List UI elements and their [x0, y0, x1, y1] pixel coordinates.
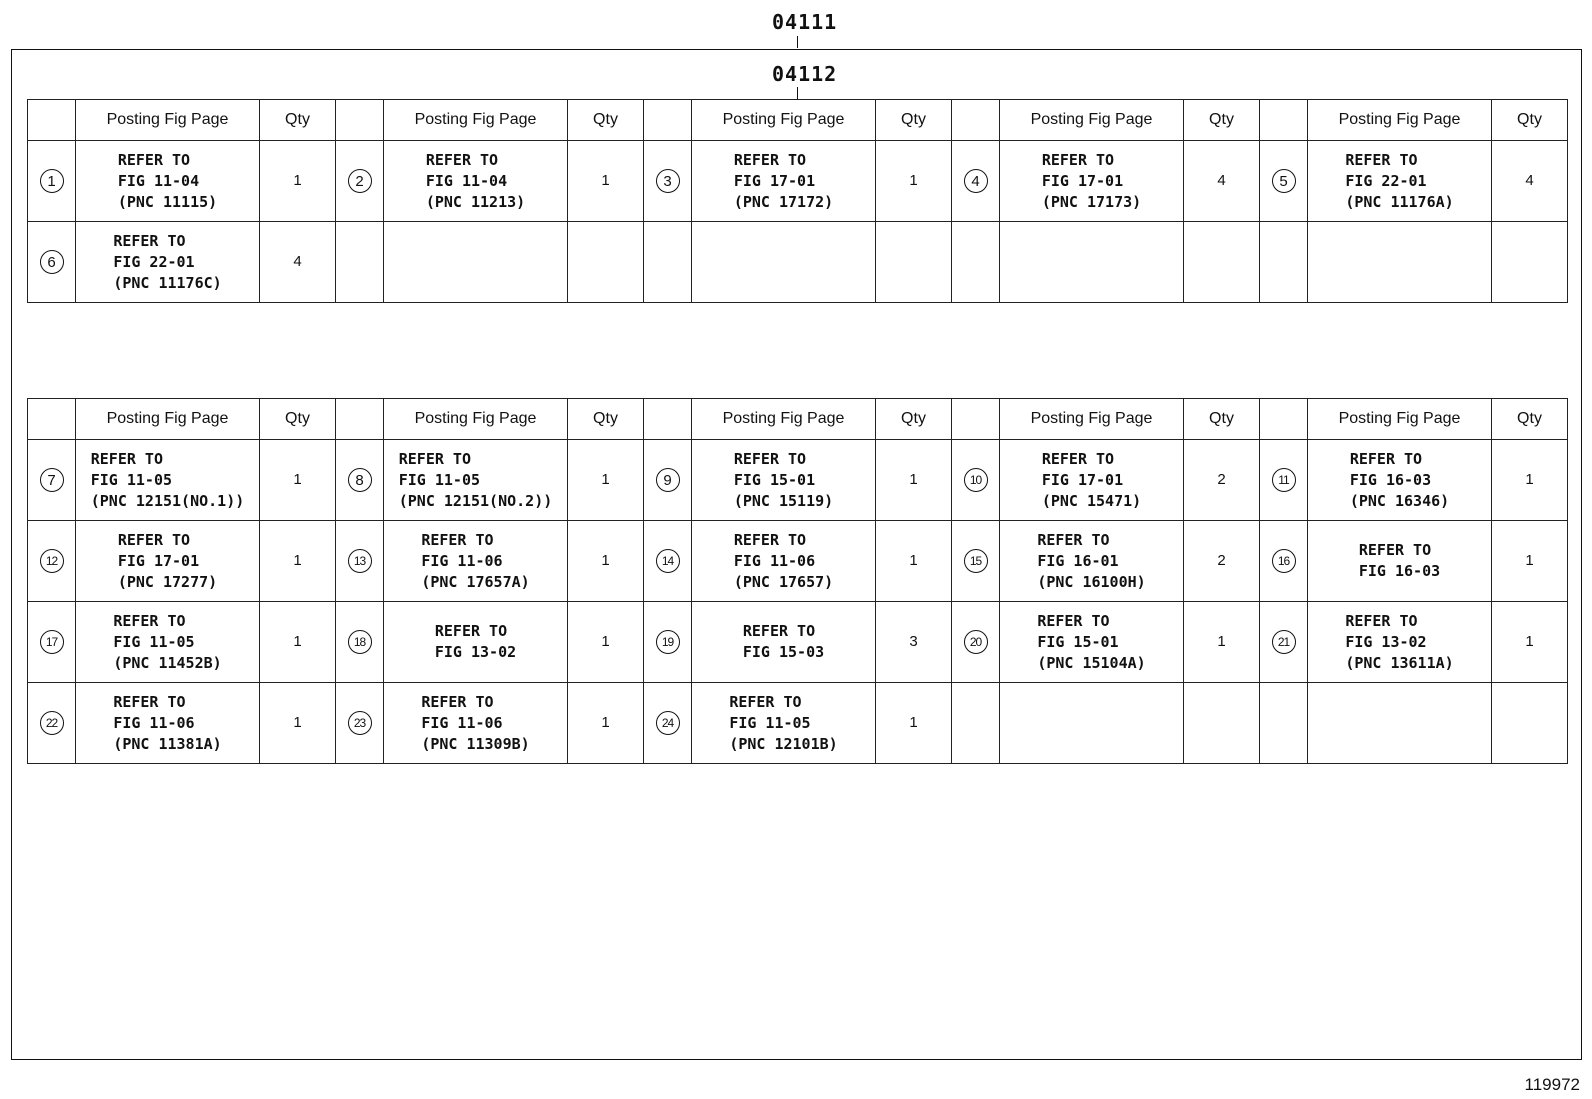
qty-value: 1 — [293, 172, 302, 189]
posting-fig-page-cell — [1308, 602, 1492, 683]
qty-value: 1 — [293, 633, 302, 650]
qty-cell — [568, 683, 644, 764]
reference-line: (PNC 16100H) — [1037, 572, 1146, 591]
qty-cell — [1184, 141, 1260, 222]
reference-line: REFER TO — [421, 692, 494, 711]
reference-text — [1359, 540, 1440, 582]
qty-cell — [876, 602, 952, 683]
circled-number-callout: 23 — [348, 711, 372, 735]
header-posting-fig-page: Posting Fig Page — [1000, 399, 1184, 440]
qty-value: 1 — [1217, 633, 1226, 650]
posting-fig-page-cell — [1000, 602, 1184, 683]
reference-line: FIG 13-02 — [434, 643, 517, 661]
reference-text — [435, 621, 516, 663]
reference-line: REFER TO — [1358, 541, 1432, 559]
reference-text — [1345, 150, 1453, 213]
reference-text — [1042, 449, 1141, 512]
qty-cell — [568, 222, 644, 303]
reference-line: REFER TO — [434, 622, 508, 640]
reference-line: FIG 11-05 — [729, 713, 811, 732]
reference-text — [1350, 449, 1449, 512]
reference-line: (PNC 11176A) — [1345, 192, 1454, 211]
reference-line: (PNC 11452B) — [113, 653, 222, 672]
posting-fig-page-cell — [1000, 521, 1184, 602]
header-number-cell — [28, 100, 76, 141]
reference-line: FIG 11-04 — [425, 171, 508, 190]
header-number-cell — [336, 399, 384, 440]
qty-cell — [1184, 521, 1260, 602]
reference-line: REFER TO — [113, 692, 186, 711]
reference-line: REFER TO — [1345, 150, 1418, 169]
circled-number-callout: 19 — [656, 630, 680, 654]
reference-line: FIG 16-03 — [1349, 470, 1432, 489]
reference-line: FIG 15-03 — [742, 643, 825, 661]
circled-number-callout: 7 — [40, 468, 64, 492]
qty-value: 3 — [909, 633, 918, 650]
item-number-cell — [644, 521, 692, 602]
table-header-row — [28, 100, 1568, 141]
qty-value: 1 — [601, 172, 610, 189]
item-number-cell — [1260, 222, 1308, 303]
reference-line: REFER TO — [733, 449, 807, 468]
qty-cell — [1184, 602, 1260, 683]
circled-number-callout: 22 — [40, 711, 64, 735]
reference-line: REFER TO — [90, 449, 163, 468]
header-qty: Qty — [568, 399, 644, 440]
reference-line: (PNC 15119) — [733, 491, 834, 510]
item-number-cell — [952, 440, 1000, 521]
item-number-cell — [28, 222, 76, 303]
reference-line: REFER TO — [733, 530, 807, 549]
reference-line: REFER TO — [421, 530, 494, 549]
leader-line-sub — [797, 87, 798, 99]
reference-text — [118, 530, 217, 593]
posting-fig-page-cell — [384, 440, 568, 521]
header-number-cell — [336, 100, 384, 141]
header-number-cell — [28, 399, 76, 440]
parts-reference-table-1 — [27, 99, 1568, 303]
reference-line: REFER TO — [117, 530, 191, 549]
circled-number-callout: 21 — [1272, 630, 1296, 654]
reference-line: FIG 17-01 — [1041, 470, 1124, 489]
item-number-cell — [336, 141, 384, 222]
reference-line: FIG 11-05 — [90, 470, 173, 489]
item-number-cell — [336, 440, 384, 521]
header-qty: Qty — [568, 100, 644, 141]
reference-line: REFER TO — [1041, 449, 1115, 468]
item-number-cell — [952, 222, 1000, 303]
header-posting-fig-page: Posting Fig Page — [692, 100, 876, 141]
qty-cell — [568, 602, 644, 683]
header-number-cell — [644, 399, 692, 440]
posting-fig-page-cell — [692, 683, 876, 764]
table-row — [28, 602, 1568, 683]
reference-line: FIG 13-02 — [1345, 632, 1427, 651]
reference-line: (PNC 17657A) — [421, 572, 530, 591]
reference-line: (PNC 17173) — [1041, 192, 1142, 211]
reference-line: REFER TO — [733, 150, 807, 169]
qty-value: 1 — [909, 552, 918, 569]
header-posting-fig-page: Posting Fig Page — [384, 399, 568, 440]
posting-fig-page-cell — [1308, 222, 1492, 303]
circled-number-callout: 15 — [964, 549, 988, 573]
qty-cell — [260, 602, 336, 683]
reference-line: REFER TO — [1041, 150, 1115, 169]
reference-text — [399, 449, 553, 512]
posting-fig-page-cell — [384, 602, 568, 683]
item-number-cell — [644, 222, 692, 303]
circled-number-callout: 18 — [348, 630, 372, 654]
reference-text — [1345, 611, 1453, 674]
posting-fig-page-cell — [76, 440, 260, 521]
item-number-cell — [644, 683, 692, 764]
qty-cell — [260, 141, 336, 222]
reference-line: (PNC 11381A) — [113, 734, 222, 753]
qty-cell — [260, 222, 336, 303]
qty-value: 2 — [1217, 471, 1226, 488]
reference-line: REFER TO — [113, 231, 186, 250]
assembly-label-04112: 04112 — [772, 62, 838, 86]
reference-text — [421, 530, 529, 593]
header-qty: Qty — [1492, 100, 1568, 141]
qty-value: 1 — [1525, 633, 1534, 650]
reference-line: REFER TO — [742, 622, 816, 640]
reference-line: (PNC 13611A) — [1345, 653, 1454, 672]
qty-value: 1 — [1525, 471, 1534, 488]
reference-text — [1037, 530, 1145, 593]
qty-value: 1 — [601, 633, 610, 650]
qty-value: 1 — [601, 714, 610, 731]
reference-line: FIG 22-01 — [1345, 171, 1427, 190]
qty-cell — [1492, 440, 1568, 521]
reference-line: REFER TO — [425, 150, 499, 169]
qty-value: 1 — [909, 714, 918, 731]
circled-number-callout: 14 — [656, 549, 680, 573]
item-number-cell — [644, 602, 692, 683]
qty-cell — [1492, 683, 1568, 764]
reference-text — [1037, 611, 1145, 674]
qty-cell — [260, 440, 336, 521]
reference-text — [421, 692, 529, 755]
reference-line: FIG 11-05 — [113, 632, 195, 651]
item-number-cell — [1260, 521, 1308, 602]
reference-text — [743, 621, 824, 663]
qty-cell — [1492, 222, 1568, 303]
qty-value: 1 — [293, 471, 302, 488]
header-posting-fig-page: Posting Fig Page — [1000, 100, 1184, 141]
reference-line: REFER TO — [729, 692, 802, 711]
item-number-cell — [28, 521, 76, 602]
circled-number-callout: 10 — [964, 468, 988, 492]
posting-fig-page-cell — [384, 141, 568, 222]
reference-text — [734, 150, 833, 213]
parts-reference-table-2 — [27, 398, 1568, 764]
item-number-cell — [336, 222, 384, 303]
qty-cell — [568, 440, 644, 521]
posting-fig-page-cell — [76, 602, 260, 683]
reference-line: (PNC 12151(NO.2)) — [398, 491, 553, 510]
header-qty: Qty — [1184, 100, 1260, 141]
qty-cell — [260, 683, 336, 764]
posting-fig-page-cell — [1308, 683, 1492, 764]
reference-text — [113, 611, 221, 674]
qty-value: 1 — [601, 552, 610, 569]
circled-number-callout: 17 — [40, 630, 64, 654]
header-qty: Qty — [260, 100, 336, 141]
reference-line: (PNC 11115) — [117, 192, 218, 211]
reference-line: REFER TO — [1037, 611, 1110, 630]
posting-fig-page-cell — [384, 683, 568, 764]
qty-value: 1 — [1525, 552, 1534, 569]
circled-number-callout: 6 — [40, 250, 64, 274]
posting-fig-page-cell — [1000, 222, 1184, 303]
reference-line: (PNC 11309B) — [421, 734, 530, 753]
posting-fig-page-cell — [76, 521, 260, 602]
posting-fig-page-cell — [384, 521, 568, 602]
header-number-cell — [952, 100, 1000, 141]
qty-value: 1 — [293, 714, 302, 731]
reference-text — [113, 692, 221, 755]
qty-cell — [568, 141, 644, 222]
item-number-cell — [1260, 602, 1308, 683]
header-posting-fig-page: Posting Fig Page — [76, 399, 260, 440]
table-row — [28, 222, 1568, 303]
posting-fig-page-cell — [1000, 141, 1184, 222]
circled-number-callout: 24 — [656, 711, 680, 735]
posting-fig-page-cell — [1000, 440, 1184, 521]
circled-number-callout: 8 — [348, 468, 372, 492]
qty-value: 4 — [1217, 172, 1226, 189]
circled-number-callout: 9 — [656, 468, 680, 492]
header-posting-fig-page: Posting Fig Page — [692, 399, 876, 440]
posting-fig-page-cell — [76, 141, 260, 222]
reference-line: FIG 11-06 — [421, 713, 503, 732]
qty-cell — [1184, 222, 1260, 303]
header-posting-fig-page: Posting Fig Page — [1308, 399, 1492, 440]
qty-value: 1 — [601, 471, 610, 488]
item-number-cell — [28, 683, 76, 764]
illustration-number: 119972 — [1524, 1075, 1580, 1094]
item-number-cell — [644, 141, 692, 222]
reference-line: REFER TO — [117, 150, 191, 169]
header-posting-fig-page: Posting Fig Page — [76, 100, 260, 141]
reference-line: FIG 15-01 — [1037, 632, 1119, 651]
header-number-cell — [952, 399, 1000, 440]
qty-cell — [1492, 602, 1568, 683]
reference-text — [729, 692, 837, 755]
header-number-cell — [644, 100, 692, 141]
circled-number-callout: 4 — [964, 169, 988, 193]
reference-line: REFER TO — [1349, 449, 1423, 468]
reference-line: FIG 16-03 — [1358, 562, 1441, 580]
header-qty: Qty — [876, 100, 952, 141]
header-number-cell — [1260, 399, 1308, 440]
circled-number-callout: 1 — [40, 169, 64, 193]
item-number-cell — [336, 521, 384, 602]
qty-cell — [1492, 141, 1568, 222]
item-number-cell — [1260, 141, 1308, 222]
item-number-cell — [952, 141, 1000, 222]
header-posting-fig-page: Posting Fig Page — [384, 100, 568, 141]
qty-value: 2 — [1217, 552, 1226, 569]
circled-number-callout: 16 — [1272, 549, 1296, 573]
reference-line: FIG 22-01 — [113, 252, 195, 271]
header-qty: Qty — [876, 399, 952, 440]
qty-cell — [260, 521, 336, 602]
table-row — [28, 683, 1568, 764]
header-posting-fig-page: Posting Fig Page — [1308, 100, 1492, 141]
circled-number-callout: 3 — [656, 169, 680, 193]
qty-cell — [876, 141, 952, 222]
item-number-cell — [644, 440, 692, 521]
circled-number-callout: 11 — [1272, 468, 1296, 492]
reference-text — [426, 150, 525, 213]
posting-fig-page-cell — [1308, 521, 1492, 602]
reference-text — [91, 449, 245, 512]
circled-number-callout: 12 — [40, 549, 64, 573]
item-number-cell — [336, 683, 384, 764]
posting-fig-page-cell — [1308, 440, 1492, 521]
item-number-cell — [28, 141, 76, 222]
qty-cell — [1184, 683, 1260, 764]
posting-fig-page-cell — [692, 440, 876, 521]
reference-line: FIG 17-01 — [117, 551, 200, 570]
header-number-cell — [1260, 100, 1308, 141]
reference-line: (PNC 12151(NO.1)) — [90, 491, 245, 510]
reference-line: (PNC 17657) — [733, 572, 834, 591]
table-header-row — [28, 399, 1568, 440]
item-number-cell — [28, 440, 76, 521]
reference-line: (PNC 15471) — [1041, 491, 1142, 510]
qty-cell — [1492, 521, 1568, 602]
table-row — [28, 440, 1568, 521]
qty-cell — [876, 521, 952, 602]
reference-line: FIG 17-01 — [733, 171, 816, 190]
posting-fig-page-cell — [692, 222, 876, 303]
reference-line: (PNC 15104A) — [1037, 653, 1146, 672]
reference-line: FIG 11-04 — [117, 171, 200, 190]
item-number-cell — [952, 521, 1000, 602]
qty-cell — [876, 222, 952, 303]
reference-line: FIG 11-06 — [113, 713, 195, 732]
qty-cell — [876, 440, 952, 521]
table-row — [28, 521, 1568, 602]
header-qty: Qty — [1184, 399, 1260, 440]
qty-value: 1 — [293, 552, 302, 569]
reference-line: (PNC 17277) — [117, 572, 218, 591]
reference-line: (PNC 11176C) — [113, 273, 222, 292]
item-number-cell — [1260, 440, 1308, 521]
circled-number-callout: 13 — [348, 549, 372, 573]
reference-line: REFER TO — [1345, 611, 1418, 630]
qty-cell — [876, 683, 952, 764]
reference-text — [734, 530, 833, 593]
qty-value: 1 — [909, 172, 918, 189]
item-number-cell — [952, 683, 1000, 764]
reference-text — [118, 150, 217, 213]
item-number-cell — [1260, 683, 1308, 764]
reference-text — [734, 449, 833, 512]
posting-fig-page-cell — [1308, 141, 1492, 222]
reference-line: FIG 11-06 — [421, 551, 503, 570]
reference-line: FIG 17-01 — [1041, 171, 1124, 190]
posting-fig-page-cell — [384, 222, 568, 303]
reference-text — [113, 231, 221, 294]
item-number-cell — [28, 602, 76, 683]
reference-line: FIG 15-01 — [733, 470, 816, 489]
reference-line: (PNC 12101B) — [729, 734, 838, 753]
reference-line: (PNC 17172) — [733, 192, 834, 211]
circled-number-callout: 20 — [964, 630, 988, 654]
reference-line: FIG 16-01 — [1037, 551, 1119, 570]
reference-line: REFER TO — [113, 611, 186, 630]
reference-line: (PNC 16346) — [1349, 491, 1450, 510]
item-number-cell — [336, 602, 384, 683]
qty-value: 4 — [1525, 172, 1534, 189]
posting-fig-page-cell — [1000, 683, 1184, 764]
item-number-cell — [952, 602, 1000, 683]
posting-fig-page-cell — [76, 222, 260, 303]
table-row — [28, 141, 1568, 222]
qty-cell — [568, 521, 644, 602]
reference-line: (PNC 11213) — [425, 192, 526, 211]
posting-fig-page-cell — [692, 521, 876, 602]
circled-number-callout: 5 — [1272, 169, 1296, 193]
posting-fig-page-cell — [76, 683, 260, 764]
reference-line: REFER TO — [1037, 530, 1110, 549]
reference-text — [1042, 150, 1141, 213]
reference-line: FIG 11-05 — [398, 470, 481, 489]
assembly-label-04111: 04111 — [772, 10, 838, 34]
posting-fig-page-cell — [692, 141, 876, 222]
qty-cell — [1184, 440, 1260, 521]
qty-value: 1 — [909, 471, 918, 488]
reference-line: REFER TO — [398, 449, 471, 468]
posting-fig-page-cell — [692, 602, 876, 683]
reference-line: FIG 11-06 — [733, 551, 816, 570]
leader-line-top — [797, 36, 798, 48]
header-qty: Qty — [260, 399, 336, 440]
qty-value: 4 — [293, 253, 302, 270]
header-qty: Qty — [1492, 399, 1568, 440]
circled-number-callout: 2 — [348, 169, 372, 193]
